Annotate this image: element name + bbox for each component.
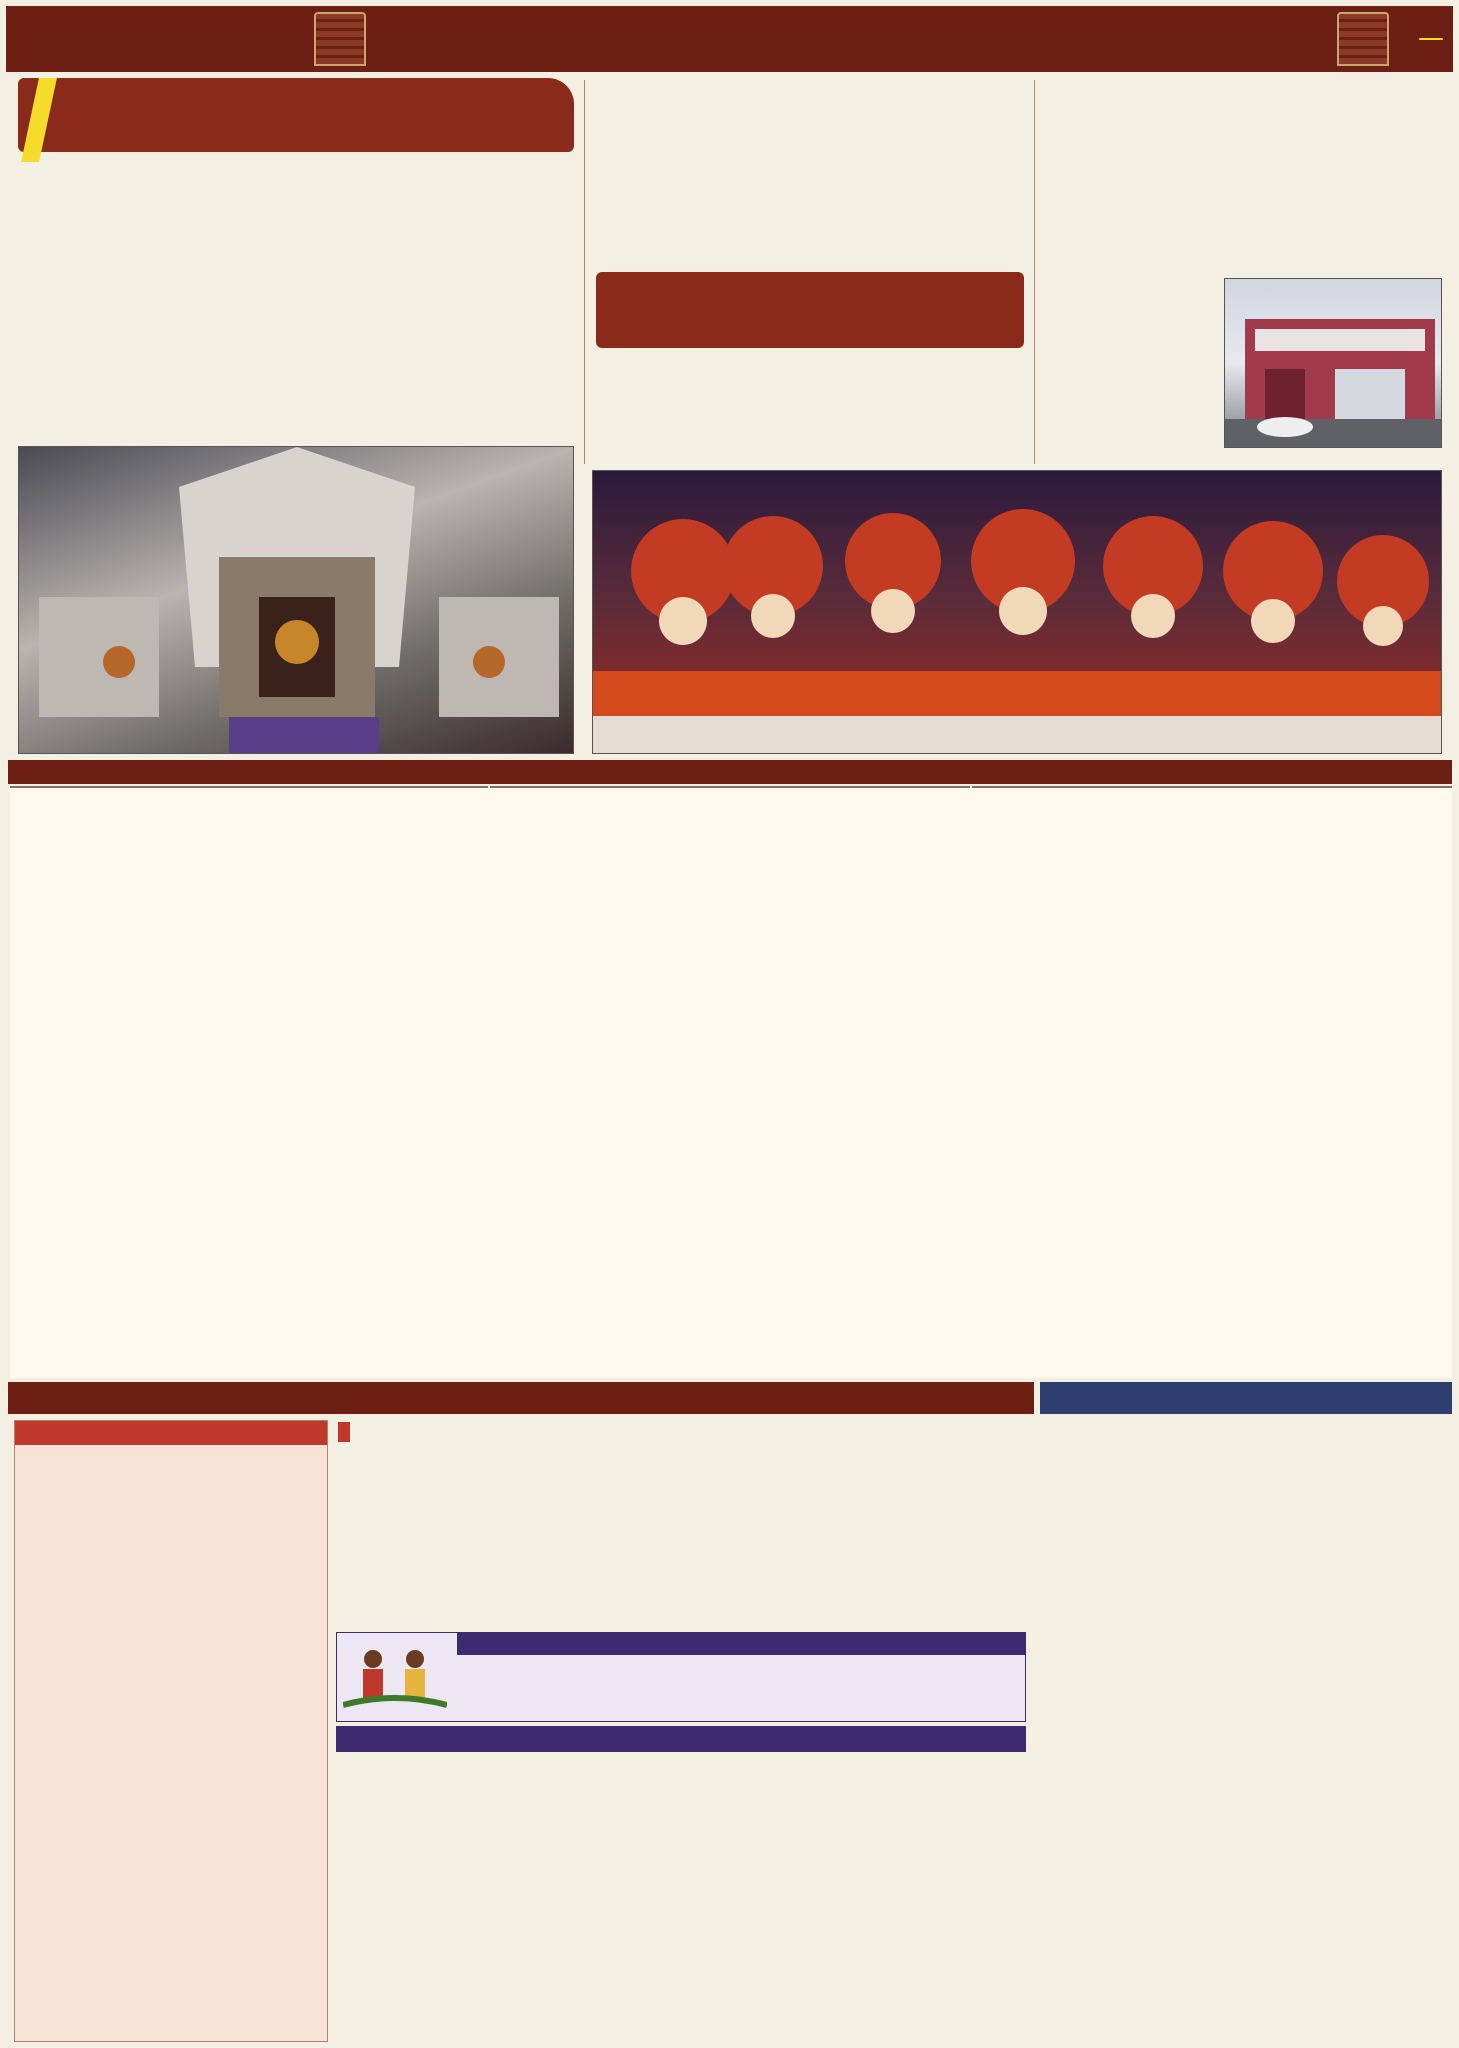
temple-tower-icon bbox=[314, 12, 366, 66]
month-badge bbox=[1419, 38, 1443, 40]
navaratri-days bbox=[344, 1756, 1020, 1759]
festivals-table bbox=[10, 786, 1452, 1378]
temple-interior-illustration bbox=[19, 447, 574, 754]
deities-illustration bbox=[593, 471, 1442, 754]
shiva-deities-photo bbox=[592, 470, 1442, 754]
festivals-column bbox=[10, 786, 488, 788]
shiva-temple-building-photo bbox=[1224, 278, 1442, 448]
useful-title bbox=[8, 1382, 1034, 1414]
huthari-heading bbox=[457, 1633, 1025, 1655]
lunar-days-section bbox=[338, 1424, 1026, 1450]
building-illustration bbox=[1225, 279, 1442, 448]
masthead bbox=[6, 6, 1453, 72]
festivals-header bbox=[1212, 787, 1452, 788]
ghanapathy-banner bbox=[18, 78, 574, 152]
ghanapathy-article bbox=[22, 158, 572, 166]
banner-accent bbox=[21, 78, 57, 162]
ghanapathy-temple-photo bbox=[18, 446, 574, 754]
rain-table-title bbox=[15, 1421, 327, 1445]
festivals-column bbox=[972, 786, 1452, 788]
festivals-header bbox=[730, 787, 970, 788]
issue-month bbox=[1413, 38, 1453, 40]
shiva-article bbox=[596, 354, 1024, 362]
ghanapathy-continued bbox=[596, 84, 1024, 92]
festivals-column bbox=[490, 786, 970, 788]
shiva-services bbox=[1046, 148, 1442, 448]
lunar-days-label bbox=[338, 1422, 350, 1442]
shiva-continued bbox=[1046, 78, 1442, 86]
festivals-header bbox=[249, 787, 488, 788]
navaratri-heading bbox=[336, 1726, 1026, 1752]
shiva-banner bbox=[596, 272, 1024, 348]
forecast-panel bbox=[1040, 1418, 1452, 2018]
temple-tower-icon bbox=[1337, 12, 1389, 66]
date-header bbox=[11, 787, 250, 788]
column-divider bbox=[584, 80, 585, 464]
column-divider bbox=[1034, 80, 1035, 464]
date-header bbox=[491, 787, 731, 788]
huthari-box bbox=[336, 1632, 1026, 1722]
rain-nakshatra-panel bbox=[14, 1420, 328, 2042]
festivals-title bbox=[8, 760, 1452, 784]
dancers-illustration bbox=[343, 1643, 447, 1713]
forecast-title bbox=[1040, 1382, 1452, 1414]
date-header bbox=[973, 787, 1213, 788]
panchaka-section bbox=[338, 1492, 1026, 1518]
